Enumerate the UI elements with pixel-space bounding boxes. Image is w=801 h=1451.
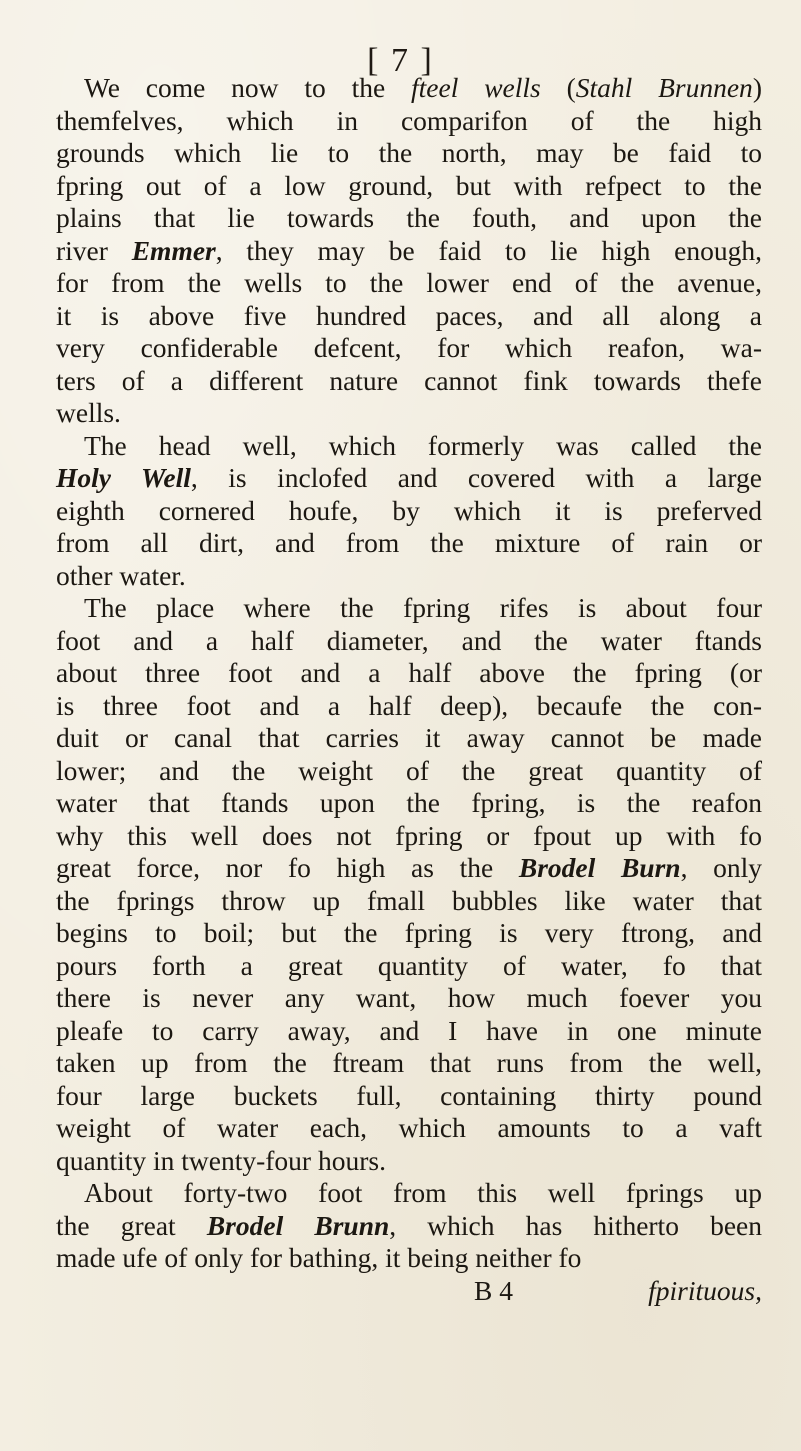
text-line (56, 72, 762, 105)
text-line (56, 462, 762, 495)
catchword: fpirituous, (648, 1274, 762, 1306)
text-line (56, 592, 762, 625)
text-run: About forty-two foot from this well fprings up (84, 1177, 762, 1208)
text-run: the fprings throw up fmall bubbles like water that (56, 884, 762, 916)
text-run: is three foot and a half deep), becaufe the con- (56, 689, 762, 721)
text-run: fpring out of a low ground, but with refpect to the (56, 169, 762, 201)
text-run: duit or canal that carries it away cannot be made (56, 722, 762, 753)
body-text (56, 72, 762, 1307)
text-line (56, 267, 762, 300)
text-run: great force, nor fo high as the (56, 852, 519, 883)
text-line (56, 950, 762, 983)
text-run: why this well does not fpring or fpout up with fo (56, 819, 762, 851)
page-footer (56, 1275, 762, 1307)
text-line (56, 1112, 762, 1145)
text-run: The place where the fpring rifes is about four (84, 592, 762, 623)
text-run: there is never any want, how much foever you (56, 982, 762, 1013)
text-run: for from the wells to the lower end of the avenue, (56, 267, 762, 298)
text-line (56, 495, 762, 528)
text-line (56, 1015, 762, 1048)
text-run: wells. (56, 397, 121, 428)
text-run: pours forth a great quantity of water, fo that (56, 949, 762, 981)
text-line (56, 625, 762, 658)
text-line (56, 690, 762, 723)
text-run: lower; and the weight of the great quantity of (56, 754, 762, 786)
text-line (56, 852, 762, 885)
text-run: pleafe to carry away, and I have in one minute (56, 1014, 762, 1046)
text-run: , which has hitherto been (389, 1209, 762, 1241)
emphasis-text: Emmer (131, 234, 216, 266)
text-line (56, 430, 762, 463)
page-number: [ 7 ] (367, 42, 434, 79)
text-run: four large buckets full, containing thirty pound (56, 1079, 762, 1111)
text-run: the great (56, 1209, 207, 1241)
text-run: other water. (56, 559, 186, 591)
text-line (56, 365, 762, 398)
text-line (56, 657, 762, 690)
text-line (56, 1047, 762, 1080)
text-line (56, 235, 762, 268)
text-line (56, 787, 762, 820)
text-run: , only (680, 852, 763, 883)
text-run: river (56, 234, 132, 266)
emphasis-text: Holy Well (56, 462, 191, 493)
text-line (56, 982, 762, 1015)
text-line (56, 527, 762, 560)
text-run: quantity in twenty-four hours. (56, 1144, 386, 1176)
text-line (56, 1210, 762, 1243)
text-run: very confiderable defcent, for which reafon, wa- (56, 332, 762, 363)
emphasis-text: Brodel Burn (518, 852, 681, 883)
signature-mark: B 4 (474, 1274, 513, 1306)
text-run: taken up from the ftream that runs from the well, (56, 1047, 762, 1078)
text-line (56, 755, 762, 788)
emphasis-text: fteel wells (411, 72, 541, 103)
text-line (56, 1242, 762, 1275)
text-run: from all dirt, and from the mixture of rain or (56, 527, 762, 558)
text-run: ) (752, 72, 762, 103)
text-line (56, 820, 762, 853)
text-line (56, 397, 762, 430)
text-line (56, 1145, 762, 1178)
text-run: it is above five hundred paces, and all along a (56, 299, 762, 331)
text-run: about three foot and a half above the fpring (or (56, 657, 762, 688)
text-run: ters of a different nature cannot fink towards thefe (56, 364, 762, 396)
text-run: foot and a half diameter, and the water ftands (56, 624, 762, 656)
text-line (56, 170, 762, 203)
text-line (56, 885, 762, 918)
text-line (56, 300, 762, 333)
text-run: We come now to the (84, 72, 412, 103)
text-run: eighth cornered houfe, by which it is preferved (56, 494, 762, 526)
text-run: begins to boil; but the fpring is very ftrong, and (56, 917, 762, 948)
text-line (56, 1080, 762, 1113)
text-run: grounds which lie to the north, may be faid to (56, 137, 762, 168)
text-run: themfelves, which in comparifon of the high (56, 104, 762, 136)
emphasis-text: Stahl Brunnen (575, 72, 753, 103)
text-line (56, 1177, 762, 1210)
text-line (56, 722, 762, 755)
text-line (56, 202, 762, 235)
text-run: made ufe of only for bathing, it being neither fo (56, 1242, 582, 1273)
text-line (56, 560, 762, 593)
emphasis-text: Brodel Brunn (206, 1209, 390, 1241)
text-line (56, 917, 762, 950)
text-run: The head well, which formerly was called the (84, 429, 762, 461)
text-line (56, 105, 762, 138)
text-run: ( (540, 72, 576, 103)
text-line (56, 137, 762, 170)
text-line (56, 332, 762, 365)
text-run: , is inclofed and covered with a large (190, 462, 762, 493)
text-run: plains that lie towards the fouth, and upon the (56, 202, 762, 233)
text-run: weight of water each, which amounts to a vaft (56, 1112, 762, 1143)
text-run: , they may be faid to lie high enough, (215, 234, 762, 266)
text-run: water that ftands upon the fpring, is the reafon (56, 787, 762, 818)
